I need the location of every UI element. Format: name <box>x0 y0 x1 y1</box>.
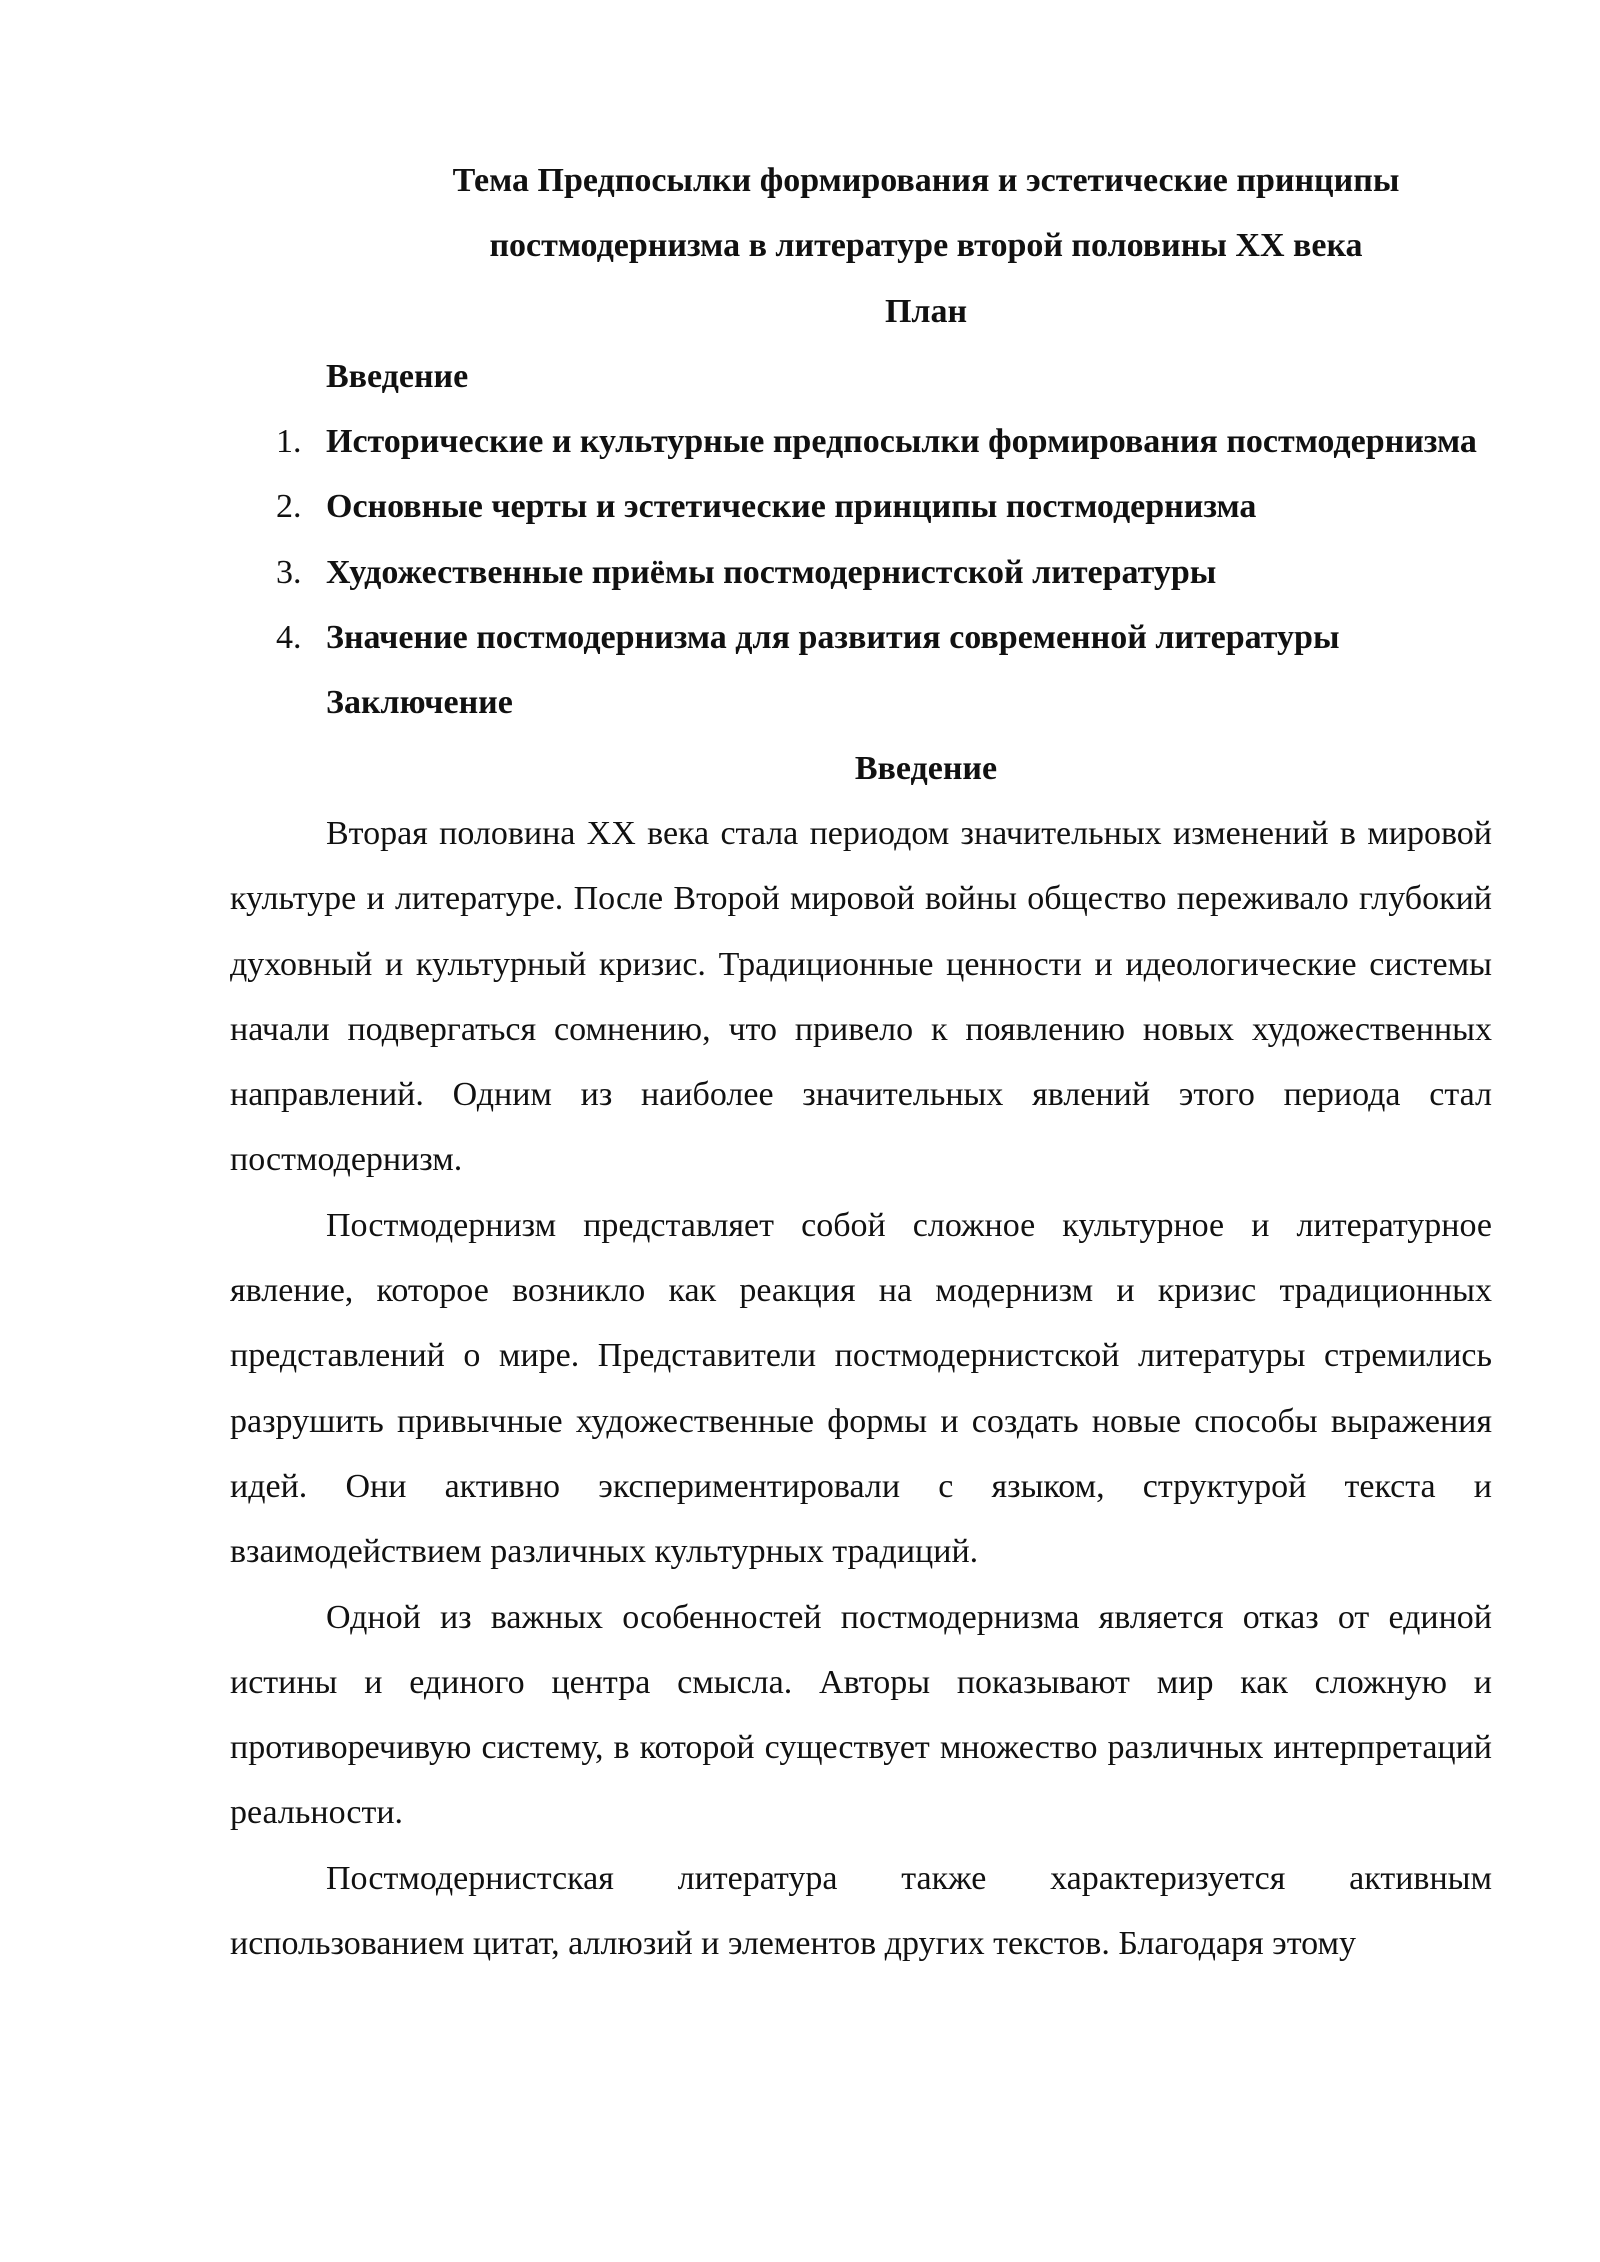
plan-item-text: Основные черты и эстетические принципы постмодернизма <box>326 488 1257 526</box>
plan-item-number: 4. <box>276 619 302 657</box>
plan-item-number: 3. <box>276 553 302 591</box>
document-body <box>230 148 1492 1976</box>
body-paragraph: Постмодернизм представляет собой сложное культурное и литературное явление, которое возникло как реакция на модернизм и кризис традиционных представлений о мире. Представители постмодернистской литературы стремились разрушить привычные художественные формы и создать новые способы выражения идей. Они активно экспериментировали с языком, структурой текста и взаимодействием различных культурных традиций. <box>230 1206 1492 1571</box>
document-title: Тема Предпосылки формирования и эстетические принципы постмодернизма в литературе второй половины XX века <box>452 162 1400 265</box>
plan-outro: Заключение <box>326 684 513 722</box>
plan-item-text: Значение постмодернизма для развития современной литературы <box>326 619 1340 657</box>
plan-item-number: 2. <box>276 488 302 526</box>
plan-list <box>230 409 1492 670</box>
plan-heading: План <box>884 292 968 330</box>
plan-item-text: Художественные приёмы постмодернистской литературы <box>326 553 1217 591</box>
plan-intro: Введение <box>326 357 469 395</box>
plan-item <box>230 409 1492 474</box>
plan-item <box>230 605 1492 670</box>
plan-item <box>230 540 1492 605</box>
body-paragraph: Одной из важных особенностей постмодернизма является отказ от единой истины и единого центра смысла. Авторы показывают мир как сложную и противоречивую систему, в которой существует множество различных интерпретаций реальности. <box>230 1598 1492 1832</box>
body-paragraph: Постмодернистская литература также характеризуется активным использованием цитат, аллюзий и элементов других текстов. Благодаря этому <box>230 1859 1492 1963</box>
plan-item-text: Исторические и культурные предпосылки формирования постмодернизма <box>326 423 1477 461</box>
plan-item-number: 1. <box>276 423 302 461</box>
plan-item <box>230 474 1492 539</box>
section-heading: Введение <box>854 749 998 787</box>
body-paragraph: Вторая половина XX века стала периодом значительных изменений в мировой культуре и литературе. После Второй мировой войны общество переживало глубокий духовный и культурный кризис. Традиционные ценности и идеологические системы начали подвергаться сомнению, что привело к появлению новых художественных направлений. Одним из наиболее значительных явлений этого периода стал постмодернизм. <box>230 814 1492 1179</box>
